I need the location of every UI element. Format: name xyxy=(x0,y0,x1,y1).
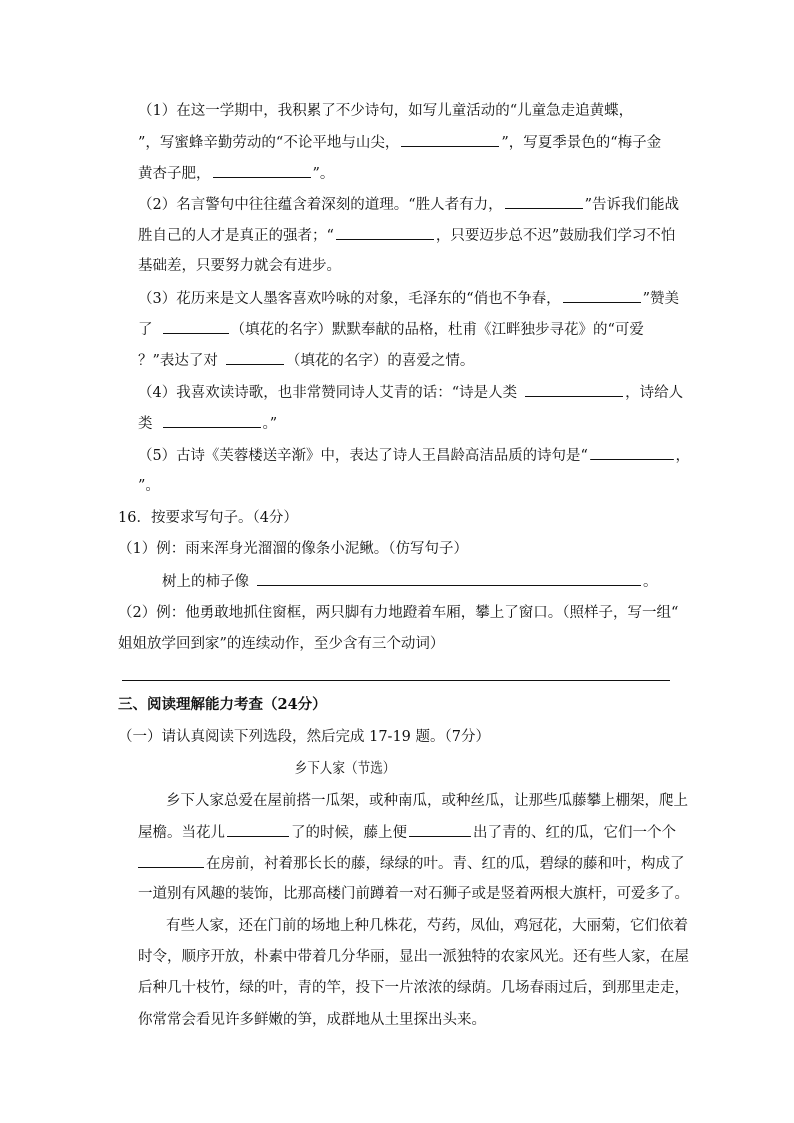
q16-s1-answer-line: 树上的柿子像 。 xyxy=(162,571,658,591)
answer-blank[interactable] xyxy=(227,822,289,837)
passage-para2-line1: 有些人家，还在门前的场地上种几株花，芍药，凤仙，鸡冠花，大丽菊，它们依着 xyxy=(166,918,688,934)
q15-p2-line1: （2）名言警句中往往蕴含着深刻的道理。“胜人者有力， ”告诉我们能战 xyxy=(138,194,679,214)
q15-p4-line1: （4）我喜欢读诗歌，也非常赞同诗人艾青的话：“诗是人类 ，诗给人 xyxy=(138,382,683,402)
q15-p2-line3: 基础差，只要努力就会有进步。 xyxy=(138,258,341,274)
q15-p1-line1: （1）在这一学期中，我积累了不少诗句，如写儿童活动的“儿童急走追黄蝶， xyxy=(138,103,634,119)
passage-para1-line2: 屋檐。当花儿 了的时候，藤上便 出了青的、红的瓜，它们一个个 xyxy=(138,822,676,842)
q16-s2-line2: 姐姐放学回到家”的连续动作，至少含有三个动词） xyxy=(118,636,445,652)
answer-line[interactable] xyxy=(122,680,670,681)
answer-blank[interactable] xyxy=(525,382,623,397)
q16-s1-example: （1）例：雨来浑身光溜溜的像条小泥鳅。（仿写句子） xyxy=(118,541,468,557)
q15-p3-line3: ？”表达了对 （填花的名字）的喜爱之情。 xyxy=(138,350,474,370)
answer-blank[interactable] xyxy=(590,445,674,460)
answer-blank[interactable] xyxy=(336,225,434,240)
answer-blank[interactable] xyxy=(138,853,204,868)
q15-p1-line3: 黄杏子肥， ”。 xyxy=(138,163,334,183)
passage-para2-line4: 你常常会看见许多鲜嫩的笋，成群地从土里探出头来。 xyxy=(138,1012,486,1028)
q15-p3-line2: 了 （填花的名字）默默奉献的品格，杜甫《江畔独步寻花》的“可爱 xyxy=(138,319,644,339)
answer-blank[interactable] xyxy=(257,571,641,586)
answer-blank[interactable] xyxy=(563,288,641,303)
section-title: 三、阅读理解能力考查（24分） xyxy=(118,696,327,713)
passage-para1-line3: 在房前，衬着那长长的藤，绿绿的叶。青、红的瓜，碧绿的藤和叶，构成了 xyxy=(138,853,685,873)
q16-s2-line1: （2）例：他勇敢地抓住窗框，两只脚有力地蹬着车厢，攀上了窗口。（照样子，写一组“ xyxy=(118,605,679,621)
passage-title: 乡下人家（节选） xyxy=(294,761,396,777)
answer-blank[interactable] xyxy=(163,319,229,334)
passage-para2-line2: 时令，顺序开放，朴素中带着几分华丽，显出一派独特的农家风光。还有些人家，在屋 xyxy=(138,949,689,965)
answer-blank[interactable] xyxy=(409,822,471,837)
answer-blank[interactable] xyxy=(213,163,311,178)
q15-p3-line1: （3）花历来是文人墨客喜欢吟咏的对象，毛泽东的“俏也不争春， ”赞美 xyxy=(138,288,679,308)
answer-blank[interactable] xyxy=(226,350,284,365)
q15-p4-line2: 类 。” xyxy=(138,413,277,433)
answer-blank[interactable] xyxy=(505,194,583,209)
q15-p2-line2: 胜自己的人才是真正的强者；“ ，只要迈步总不迟”鼓励我们学习不怕 xyxy=(138,225,675,245)
q15-p1-line2: ”，写蜜蜂辛勤劳动的“不论平地与山尖， ”，写夏季景色的“梅子金 xyxy=(138,132,661,152)
q16-title: 16．按要求写句子。（4分） xyxy=(118,510,298,526)
answer-blank[interactable] xyxy=(401,132,499,147)
q15-p5-line2: ”。 xyxy=(138,478,160,494)
section-sub-title: （一）请认真阅读下列选段，然后完成 17-19 题。（7分） xyxy=(118,729,490,745)
passage-para2-line3: 后种几十枝竹，绿的叶，青的竿，投下一片浓浓的绿荫。几场春雨过后，到那里走走， xyxy=(138,980,689,996)
passage-para1-line1: 乡下人家总爱在屋前搭一瓜架，或种南瓜，或种丝瓜，让那些瓜藤攀上棚架，爬上 xyxy=(166,793,688,809)
answer-blank[interactable] xyxy=(163,413,261,428)
q15-p5-line1: （5）古诗《芙蓉楼送辛渐》中，表达了诗人王昌龄高洁品质的诗句是“ ， xyxy=(138,445,690,465)
passage-para1-line4: 一道别有风趣的装饰，比那高楼门前蹲着一对石狮子或是竖着两根大旗杆，可爱多了。 xyxy=(138,886,689,902)
